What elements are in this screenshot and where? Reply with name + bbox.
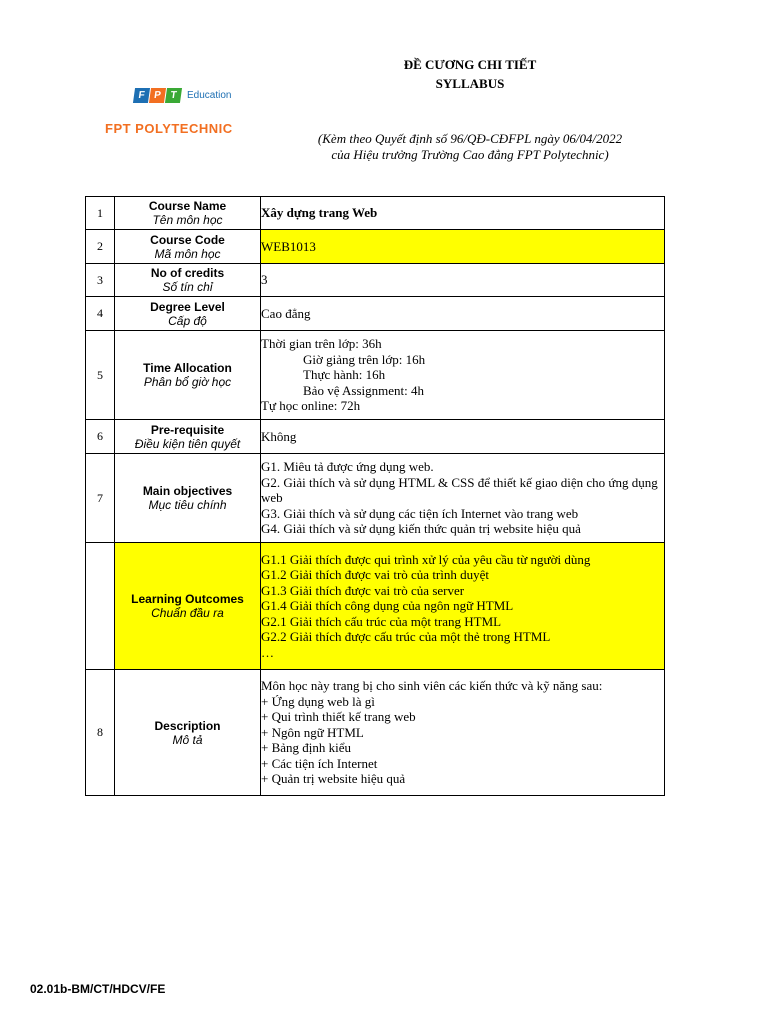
degree-value: Cao đẳng [261,297,665,331]
label-en: Course Name [148,199,227,213]
label-en: Description [154,718,221,733]
row-number: 3 [86,264,115,297]
objective-item: G1. Miêu tả được ứng dụng web. [261,459,434,475]
description-line: Môn học này trang bị cho sinh viên các kiến thức và kỹ năng sau: [261,678,603,694]
objectives-value [261,454,665,543]
objective-item: G3. Giải thích và sử dụng các tiện ích Internet vào trang web [261,505,579,521]
description-line: + Bảng định kiểu [261,740,352,756]
label-vi: Mã môn học [154,246,221,261]
time-line: Thời gian trên lớp: 36h [261,336,382,352]
prerequisite-value: Không [261,420,665,454]
outcome-item: G1.2 Giải thích được vai trò của trình duyệt [261,567,490,583]
description-line: + Qui trình thiết kế trang web [261,709,416,725]
outcome-item: G1.4 Giải thích công dụng của ngôn ngữ HTML [261,598,514,614]
label-vi: Mục tiêu chính [148,498,227,512]
table-row-degree [86,297,665,331]
table-row-time-allocation [86,331,665,420]
logo-school-name: FPT POLYTECHNIC [105,121,233,136]
time-line: Tự học online: 72h [261,398,361,414]
course-code-value: WEB1013 [261,230,665,264]
label-vi: Mô tả [172,732,203,747]
label-en: Pre-requisite [150,422,225,437]
logo-education-text: Education [187,90,232,101]
table-row-description [86,670,665,796]
outcome-ellipsis: … [261,644,274,660]
logo-letter-t: T [165,88,182,103]
row-label [115,331,261,420]
label-en: No of credits [150,266,225,280]
decision-reference-line1: (Kèm theo Quyết định số 96/QĐ-CĐFPL ngày 06/04/2022 [317,131,623,146]
table-row-course-name [86,197,665,230]
row-label [115,543,261,670]
time-line: Bảo vệ Assignment: 4h [303,382,424,398]
row-label [115,670,261,796]
row-label [115,297,261,331]
label-vi: Chuẩn đầu ra [151,606,224,620]
time-line: Thực hành: 16h [303,367,386,383]
table-row-credits [86,264,665,297]
row-number: 2 [86,230,115,264]
row-number [86,543,115,670]
learning-outcomes-value [261,543,665,670]
label-vi: Phân bổ giờ học [143,375,232,389]
fpt-logo-mark [134,88,231,103]
description-line: + Quản trị website hiệu quả [261,771,406,787]
description-value [261,670,665,796]
label-en: Main objectives [142,484,233,498]
row-label [115,264,261,297]
time-allocation-value [261,331,665,420]
row-label [115,230,261,264]
objective-item: G4. Giải thích và sử dụng kiến thức quản trị website hiệu quả [261,521,581,537]
label-en: Course Code [150,232,225,247]
label-vi: Điều kiện tiên quyết [134,436,241,451]
row-label [115,420,261,454]
document-title-vi: ĐỀ CƯƠNG CHI TIẾT [403,57,537,72]
objective-item: G2. Giải thích và sử dụng HTML & CSS để thiết kế giao diện cho ứng dụng web [261,474,658,506]
description-line: + Ứng dụng web là gì [261,693,375,709]
logo-letter-p: P [149,88,166,103]
outcome-item: G1.3 Giải thích được vai trò của server [261,582,465,598]
decision-reference-line2: của Hiệu trưởng Trường Cao đẳng FPT Polytechnic) [331,147,609,162]
table-row-prerequisite [86,420,665,454]
label-en: Degree Level [150,299,225,314]
document-title-en: SYLLABUS [435,76,505,91]
row-number: 8 [86,670,115,796]
label-vi: Tên môn học [152,213,223,227]
row-number: 6 [86,420,115,454]
row-number: 5 [86,331,115,420]
outcome-item: G1.1 Giải thích được qui trình xử lý của yêu cầu từ người dùng [261,551,591,567]
form-code-footer: 02.01b-BM/CT/HDCV/FE [30,982,166,996]
fpt-education-logo [98,84,268,144]
row-number: 1 [86,197,115,230]
outcome-item: G2.1 Giải thích cấu trúc của một trang HTML [261,613,502,629]
description-line: + Ngôn ngữ HTML [261,724,364,740]
row-label [115,197,261,230]
label-vi: Cấp độ [168,313,207,328]
row-number: 7 [86,454,115,543]
row-label [115,454,261,543]
syllabus-table [85,196,665,796]
label-en: Time Allocation [143,361,232,375]
outcome-item: G2.2 Giải thích được cấu trúc của một thẻ trong HTML [261,629,551,645]
label-vi: Số tín chỉ [162,280,213,294]
course-name-value: Xây dựng trang Web [261,197,665,230]
credits-value: 3 [261,264,665,297]
row-number: 4 [86,297,115,331]
label-en: Learning Outcomes [131,592,244,606]
table-row-learning-outcomes [86,543,665,670]
time-line: Giờ giảng trên lớp: 16h [303,351,426,367]
table-row-objectives [86,454,665,543]
description-line: + Các tiện ích Internet [261,755,378,771]
table-row-course-code [86,230,665,264]
logo-letter-f: F [133,88,150,103]
